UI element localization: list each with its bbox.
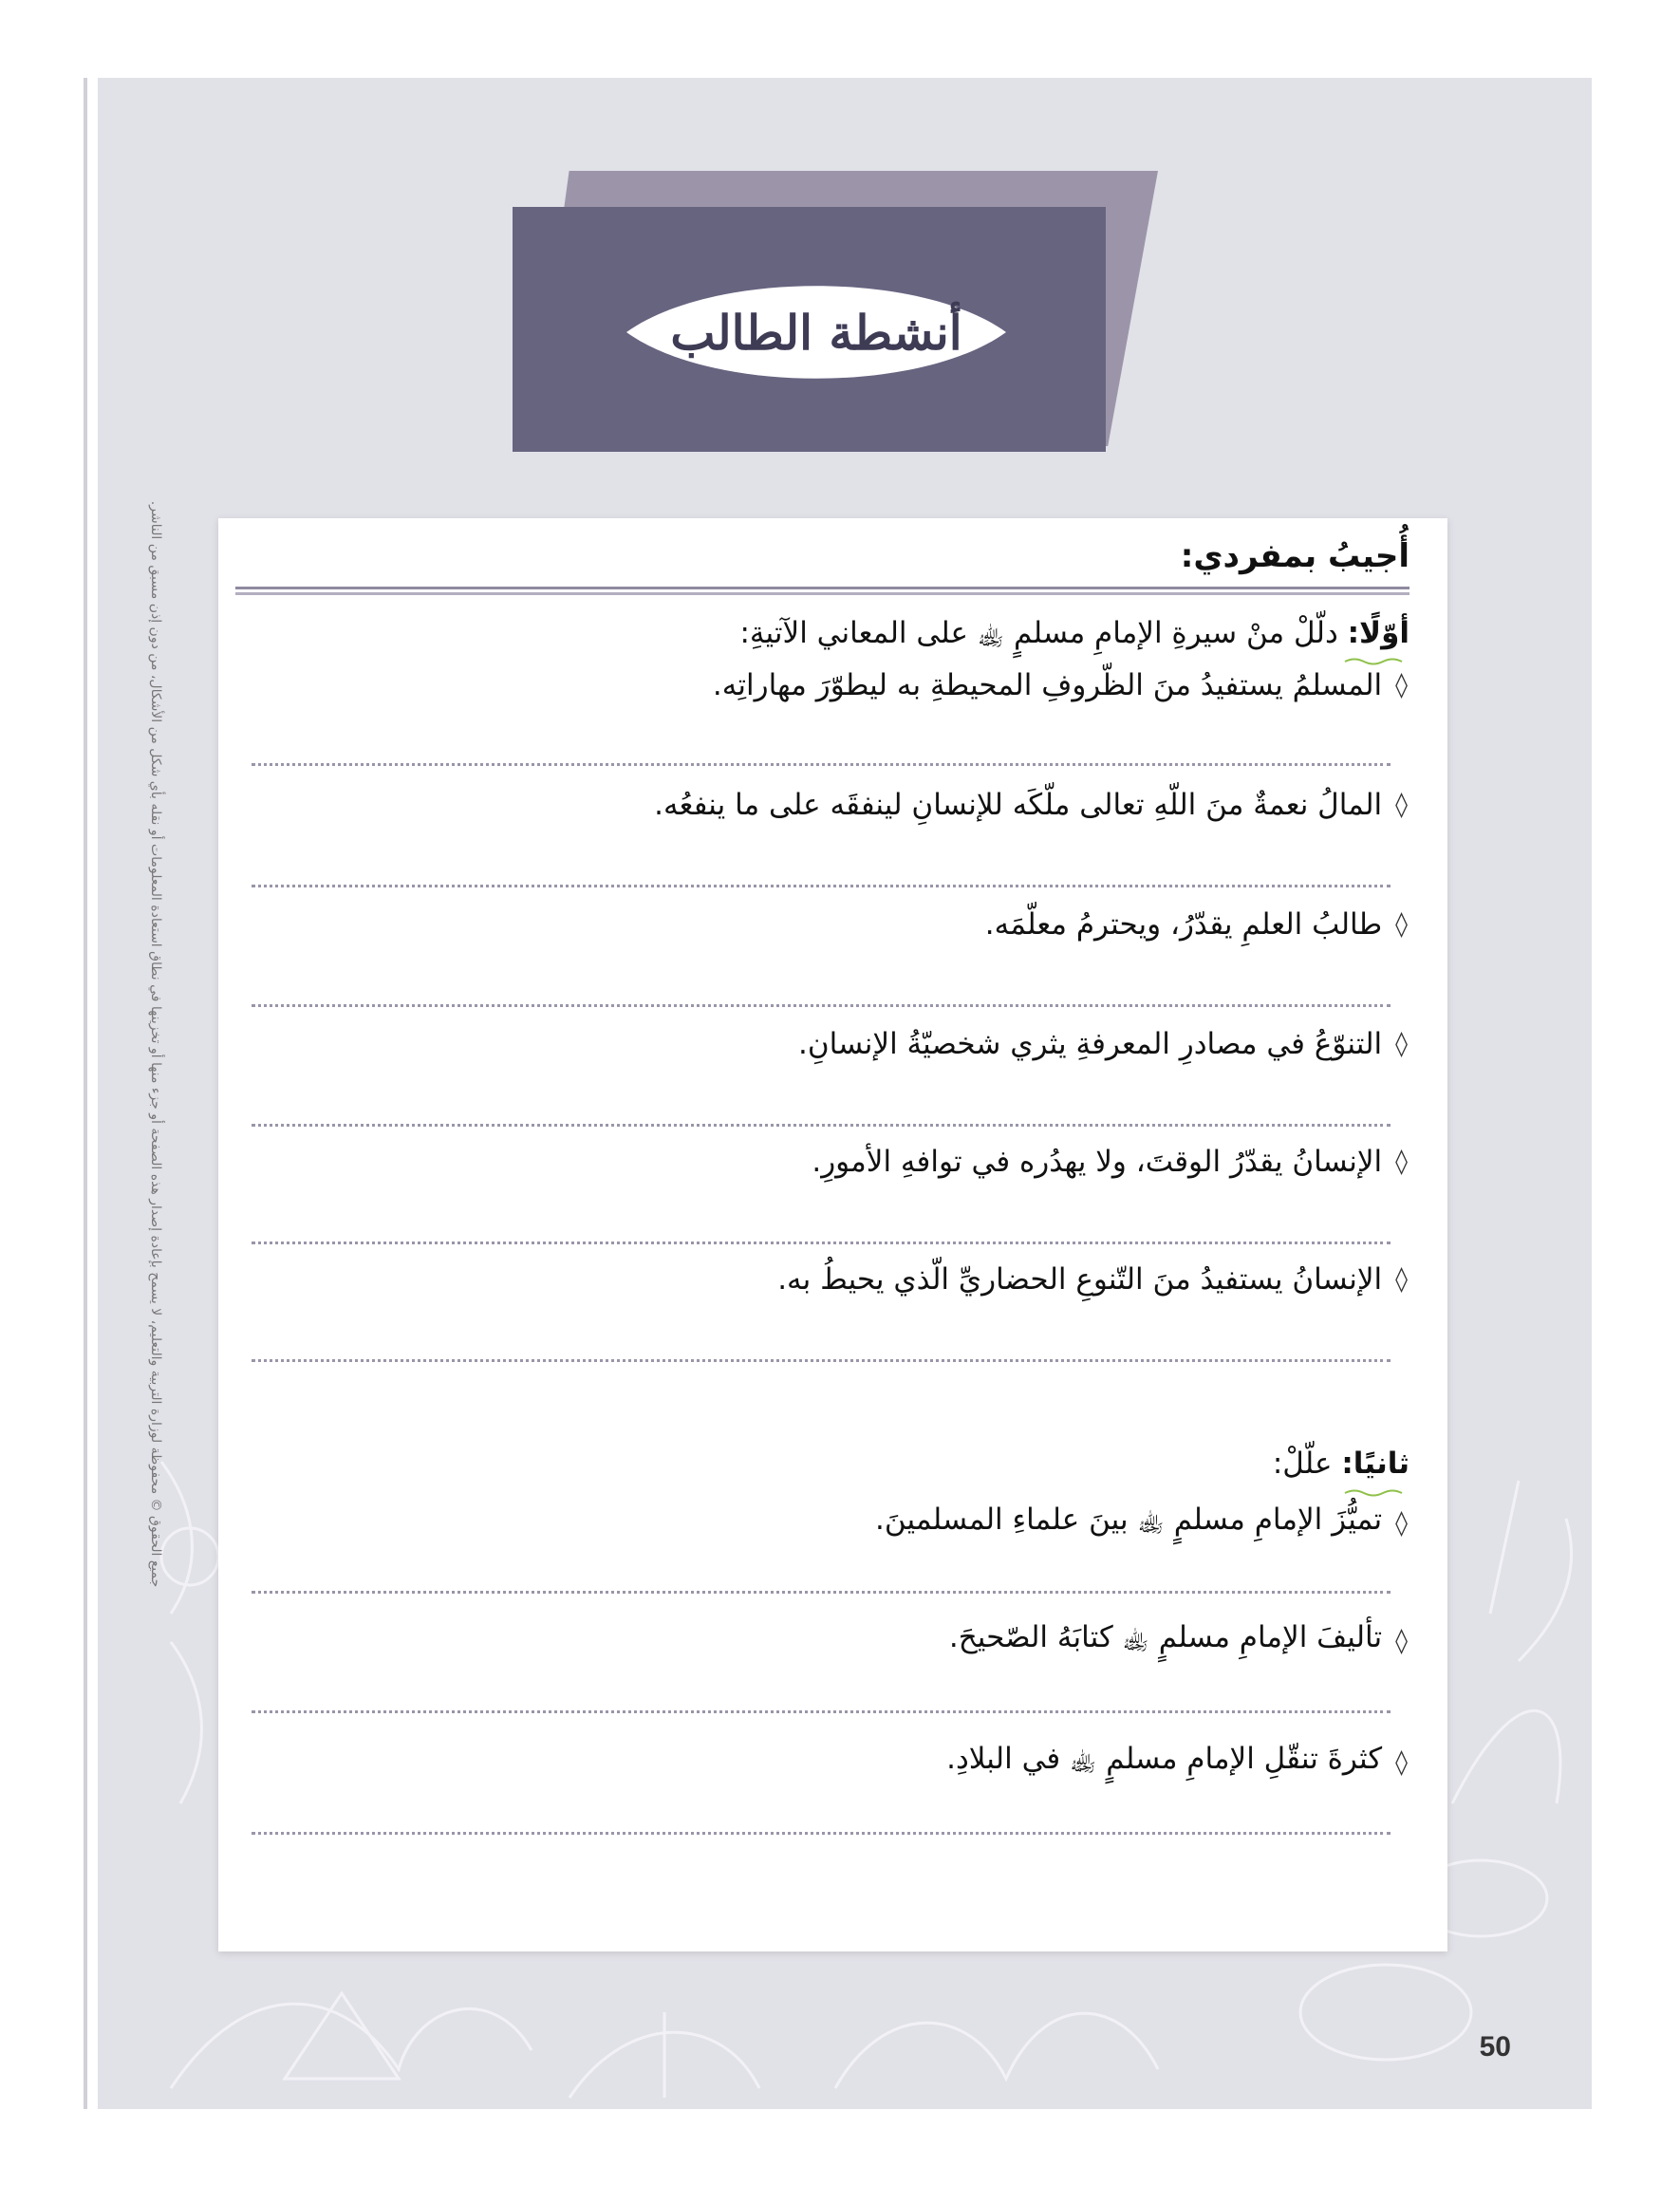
question-item: [777, 1262, 1408, 1297]
diamond-bullet-icon: ◊: [1395, 791, 1408, 819]
answer-line[interactable]: [252, 1242, 1391, 1244]
question-text: الإنسانُ يقدّرُ الوقتَ، ولا يهدُره في توافهِ الأمورِ.: [812, 1145, 1383, 1179]
header-rule-secondary: [235, 592, 1409, 595]
copyright-notice: جميع الحقوق © محفوظة لوزارة التربية والتعليم، لا يسمح بإعادة إصدار هذه الصفحة أو جزء منها أو تخزينها في نطاق استعادة المعلومات أو نقله بأي شكل من الأشكال، من دون إذن مسبق من الناشر.: [148, 500, 163, 1588]
diamond-bullet-icon: ◊: [1395, 1626, 1408, 1655]
diamond-bullet-icon: ◊: [1395, 910, 1408, 939]
question-text: كثرةَ تنقّلِ الإمامِ مسلمٍ ﵀ في البلادِ.: [946, 1742, 1383, 1776]
card-header: أُجيبُ بمفردي:: [1180, 537, 1409, 575]
section2-label: ثانيًا:: [1341, 1447, 1409, 1481]
section1-title: [739, 615, 1409, 658]
activity-card: [218, 518, 1447, 1951]
answer-line[interactable]: [252, 1004, 1391, 1007]
question-item: [985, 907, 1408, 942]
wave-underline: [1343, 1488, 1409, 1498]
wave-underline: [1343, 657, 1409, 666]
question-text: طالبُ العلمِ يقدّرُ، ويحترمُ معلّمَه.: [984, 907, 1383, 942]
answer-line[interactable]: [252, 885, 1391, 887]
question-item: [946, 1741, 1408, 1783]
question-item: [812, 1145, 1408, 1179]
answer-line[interactable]: [252, 1832, 1391, 1835]
answer-line[interactable]: [252, 1710, 1391, 1713]
section1-prompt: دلّلْ منْ سيرةِ الإمامِ مسلمٍ ﵀ على المعاني الآتيةِ:: [739, 616, 1338, 650]
question-item: [798, 1027, 1408, 1061]
diamond-bullet-icon: ◊: [1395, 1265, 1408, 1294]
question-item: [713, 668, 1408, 702]
section2-title: [1273, 1447, 1409, 1481]
question-text: المالُ نعمةٌ منَ اللّهِ تعالى ملّكَه للإنسانِ لينفقَه على ما ينفعُه.: [654, 788, 1383, 822]
answer-line[interactable]: [252, 1359, 1391, 1362]
question-text: المسلمُ يستفيدُ منَ الظّروفِ المحيطةِ به ليطوّرَ مهاراتِه.: [712, 668, 1383, 702]
diamond-bullet-icon: ◊: [1395, 1030, 1408, 1058]
banner-label: [626, 271, 1006, 394]
banner-title: أنشطة الطالب: [670, 304, 962, 361]
question-text: تأليفَ الإمامِ مسلمٍ ﵀ كتابَهُ الصّحيحَ.: [948, 1620, 1383, 1654]
answer-line[interactable]: [252, 1124, 1391, 1127]
header-rule: [235, 587, 1409, 589]
question-item: [875, 1502, 1408, 1544]
question-text: التنوّعُ في مصادرِ المعرفةِ يثري شخصيّةُ الإنسانِ.: [798, 1027, 1383, 1061]
section1-label: أوّلًا:: [1347, 616, 1409, 650]
diamond-bullet-icon: ◊: [1395, 1747, 1408, 1777]
diamond-bullet-icon: ◊: [1395, 1148, 1408, 1176]
question-text: تميُّزَ الإمامِ مسلمٍ ﵀ بينَ علماءِ المسلمينَ.: [875, 1503, 1383, 1537]
answer-line[interactable]: [252, 1591, 1391, 1594]
question-text: الإنسانُ يستفيدُ منَ التّنوعِ الحضاريِّ الّذي يحيطُ به.: [777, 1262, 1383, 1297]
question-item: [949, 1619, 1408, 1662]
diamond-bullet-icon: ◊: [1395, 1508, 1408, 1538]
page-number: 50: [1479, 2031, 1511, 2063]
answer-line[interactable]: [252, 763, 1391, 766]
question-item: [654, 788, 1408, 822]
section2-prompt: علّلْ:: [1272, 1447, 1333, 1481]
diamond-bullet-icon: ◊: [1395, 671, 1408, 700]
